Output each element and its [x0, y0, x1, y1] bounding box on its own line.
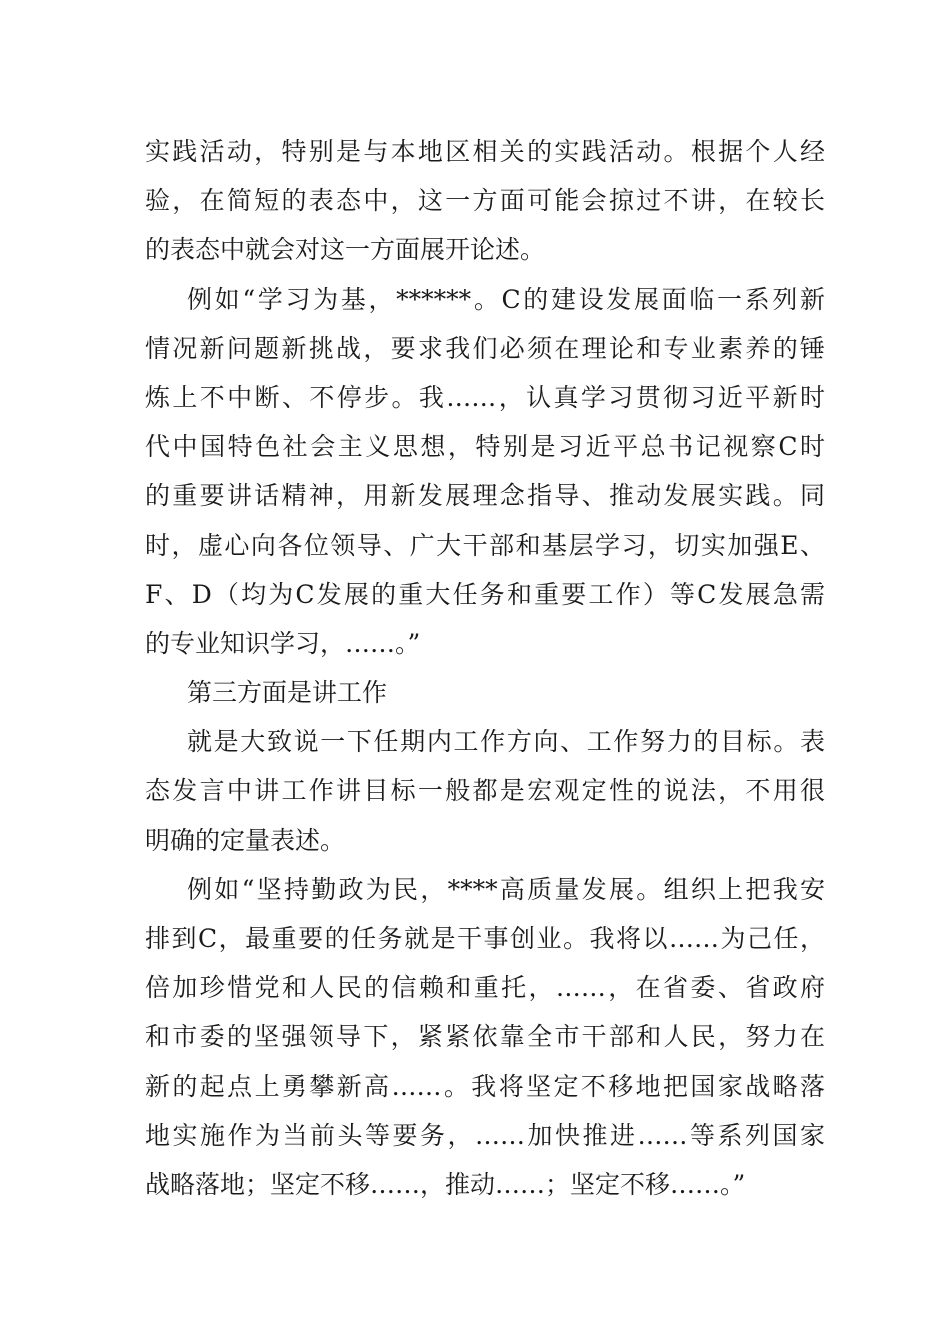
text-line: F、D（均为C发展的重大任务和重要工作）等C发展急需 — [145, 579, 825, 609]
text-line: 态发言中讲工作讲目标一般都是宏观定性的说法，不用很 — [145, 776, 825, 806]
text-line: 排到C，最重要的任务就是干事创业。我将以……为己任， — [145, 924, 825, 953]
text-line: 例如“坚持勤政为民，****高质量发展。组织上把我安 — [187, 874, 825, 904]
text-line: 验，在简短的表态中，这一方面可能会掠过不讲，在较长 — [145, 186, 825, 216]
text-line: 就是大致说一下任期内工作方向、工作努力的目标。表 — [187, 727, 825, 757]
text-line: 代中国特色社会主义思想，特别是习近平总书记视察C时 — [145, 432, 825, 462]
document-body — [145, 127, 825, 1209]
text-line: 炼上不中断、不停步。我……，认真学习贯彻习近平新时 — [145, 382, 825, 412]
text-line: 和市委的坚强领导下，紧紧依靠全市干部和人民，努力在 — [145, 1022, 825, 1052]
text-line: 情况新问题新挑战，要求我们必须在理论和专业素养的锤 — [145, 333, 825, 363]
text-line: 明确的定量表述。 — [145, 825, 346, 855]
text-line: 的专业知识学习，……。” — [145, 628, 421, 658]
section-heading: 第三方面是讲工作 — [187, 678, 388, 708]
text-line: 新的起点上勇攀新高……。我将坚定不移地把国家战略落 — [145, 1071, 825, 1101]
text-line: 的表态中就会对这一方面展开论述。 — [145, 235, 546, 265]
text-line: 地实施作为当前头等要务，……加快推进……等系列国家 — [145, 1120, 825, 1150]
text-line: 战略落地；坚定不移……，推动……；坚定不移……。” — [145, 1169, 746, 1199]
text-line: 例如“学习为基，******。C的建设发展面临一系列新 — [187, 284, 825, 314]
text-line: 实践活动，特别是与本地区相关的实践活动。根据个人经 — [145, 137, 825, 166]
text-line: 时，虚心向各位领导、广大干部和基层学习，切实加强E、 — [145, 530, 825, 560]
text-line: 的重要讲话精神，用新发展理念指导、推动发展实践。同 — [145, 481, 825, 511]
text-line: 倍加珍惜党和人民的信赖和重托，……，在省委、省政府 — [145, 973, 825, 1003]
